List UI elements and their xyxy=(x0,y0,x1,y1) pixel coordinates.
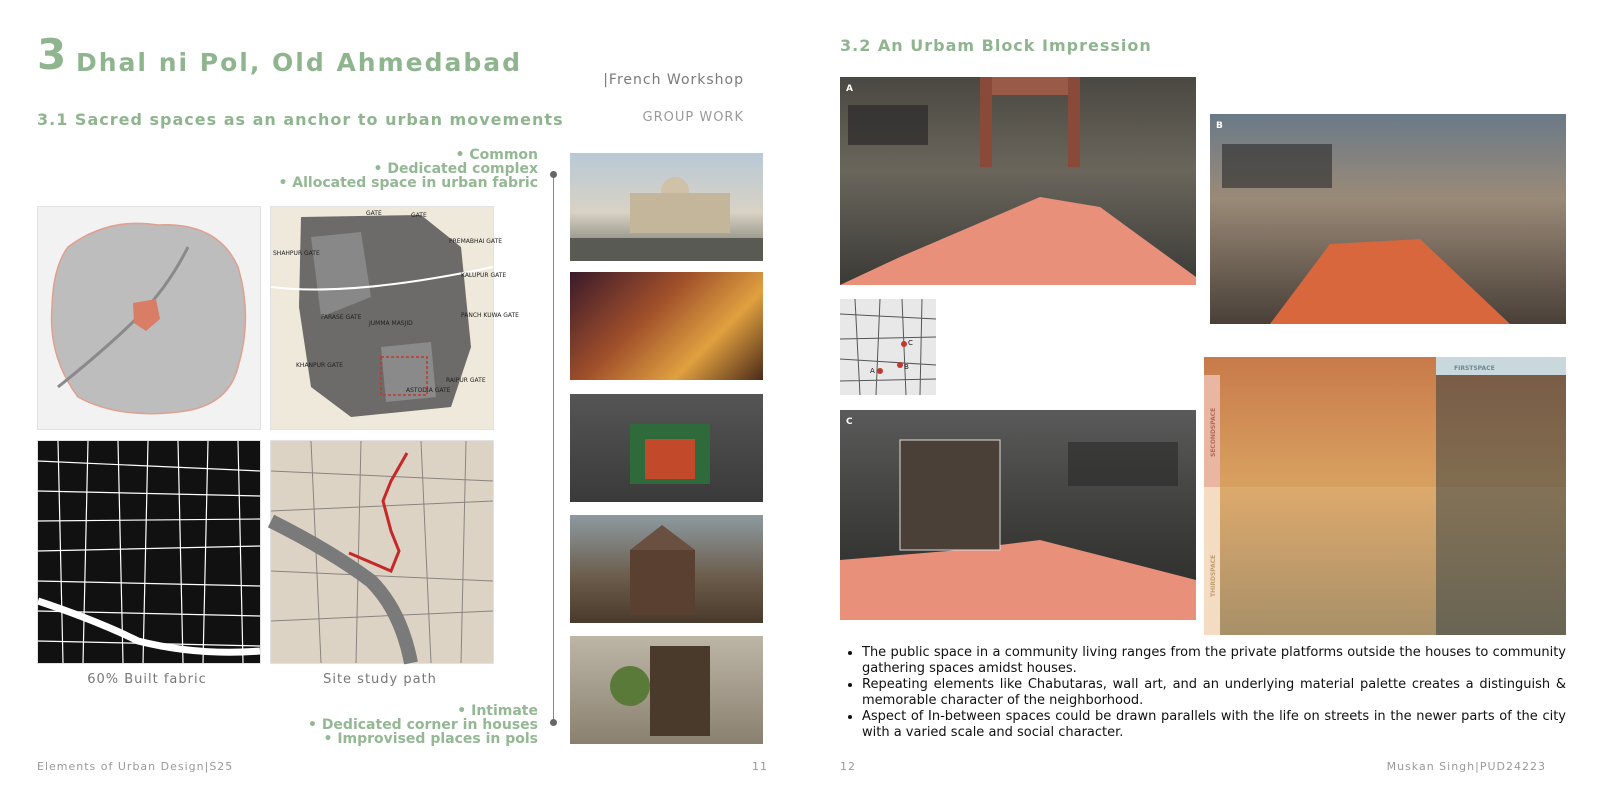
map-site-study-path xyxy=(270,440,494,664)
map-label: FARASE GATE xyxy=(321,314,362,321)
bullet-item: • Improvised places in pols xyxy=(308,732,538,746)
map-label: KALUPUR GATE xyxy=(461,272,507,279)
photo-mosque-street xyxy=(570,153,763,261)
photo-courtyard-shrine xyxy=(570,515,763,623)
chapter-number: 3 xyxy=(37,30,67,79)
photo-c-street xyxy=(840,410,1196,620)
key-map xyxy=(840,299,936,395)
footer-author: Muskan Singh|PUD24223 xyxy=(1386,760,1546,773)
space-label-third: THIRDSPACE xyxy=(1210,554,1217,597)
map-label: SHAHPUR GATE xyxy=(273,250,320,257)
courtyard-illustration xyxy=(570,515,763,623)
workshop-label: |French Workshop xyxy=(603,72,744,88)
section-title-3-2: 3.2 An Urbam Block Impression xyxy=(840,36,1152,55)
figure-ground-map xyxy=(38,441,260,663)
footer-course: Elements of Urban Design|S25 xyxy=(37,760,234,773)
photo-a-street xyxy=(840,77,1196,285)
group-work-label: GROUP WORK xyxy=(642,110,744,125)
photo-label: C xyxy=(846,417,853,427)
street-a-illustration xyxy=(840,77,1196,285)
page-number-right: 12 xyxy=(840,760,856,773)
space-label-second: SECONDSPACE xyxy=(1210,407,1217,457)
street-c-illustration xyxy=(840,410,1196,620)
timeline-line xyxy=(553,174,554,722)
key-map-label: A xyxy=(870,367,875,375)
site-study-path-map xyxy=(271,441,493,663)
map-label: PREMABHAI GATE xyxy=(449,238,503,245)
map-city-outline xyxy=(37,206,261,430)
street-b-illustration xyxy=(1210,114,1566,324)
map-label: GATE xyxy=(411,212,427,219)
map-label: JUMMA MASJID xyxy=(369,320,413,327)
map-figure-ground xyxy=(37,440,261,664)
observation-bullet: • Aspect of In-between spaces could be drawn parallels with the life on streets in the newer parts of the city with a varied scale and social character. xyxy=(862,709,1566,741)
photo-label: A xyxy=(846,84,853,94)
chapter-title: Dhal ni Pol, Old Ahmedabad xyxy=(76,48,523,77)
bullet-item: • Dedicated corner in houses xyxy=(308,718,538,732)
top-bullet-list xyxy=(278,148,538,190)
photo-house-corner xyxy=(570,636,763,744)
map-label: RAIPUR GATE xyxy=(446,377,486,384)
key-map-illustration xyxy=(840,299,936,395)
timeline-dot-top xyxy=(550,171,557,178)
map-label: ASTODIA GATE xyxy=(406,387,451,394)
observation-text xyxy=(840,645,1566,741)
photo-street-shrine xyxy=(570,394,763,502)
bullet-item: • Allocated space in urban fabric xyxy=(278,176,538,190)
photo-first-second-third-space xyxy=(1204,357,1566,635)
mosque-illustration xyxy=(570,153,763,261)
map-label: PANCH KUWA GATE xyxy=(461,312,519,319)
bottom-bullet-list xyxy=(308,704,538,746)
city-outline-map xyxy=(38,207,260,429)
observation-bullet: • Repeating elements like Chabutaras, wall art, and an underlying material palette creates a distinguish & memorable character of the neighborhood. xyxy=(862,677,1566,709)
key-map-label: B xyxy=(904,363,909,371)
bullet-item: • Intimate xyxy=(308,704,538,718)
walled-city-map xyxy=(271,207,519,429)
caption-built-fabric: 60% Built fabric xyxy=(87,672,207,687)
map-label: KHANPUR GATE xyxy=(296,362,343,369)
space-label-first: FIRSTSPACE xyxy=(1454,365,1495,372)
section-title-3-1: 3.1 Sacred spaces as an anchor to urban movements xyxy=(37,110,564,129)
shrine-illustration xyxy=(570,394,763,502)
map-walled-city xyxy=(270,206,519,430)
photo-temple-interior xyxy=(570,272,763,380)
space-layers-illustration xyxy=(1204,357,1566,635)
page-number-left: 11 xyxy=(752,760,768,773)
caption-site-study-path: Site study path xyxy=(323,672,437,687)
photo-label: B xyxy=(1216,121,1223,131)
bullet-item: • Common xyxy=(278,148,538,162)
house-corner-illustration xyxy=(570,636,763,744)
timeline-dot-bottom xyxy=(550,719,557,726)
bullet-item: • Dedicated complex xyxy=(278,162,538,176)
observation-bullet: • The public space in a community living ranges from the private platforms outside the houses to community gathering spaces amidst houses. xyxy=(862,645,1566,677)
map-label: GATE xyxy=(366,210,382,217)
photo-b-street xyxy=(1210,114,1566,324)
key-map-label: C xyxy=(908,339,913,347)
